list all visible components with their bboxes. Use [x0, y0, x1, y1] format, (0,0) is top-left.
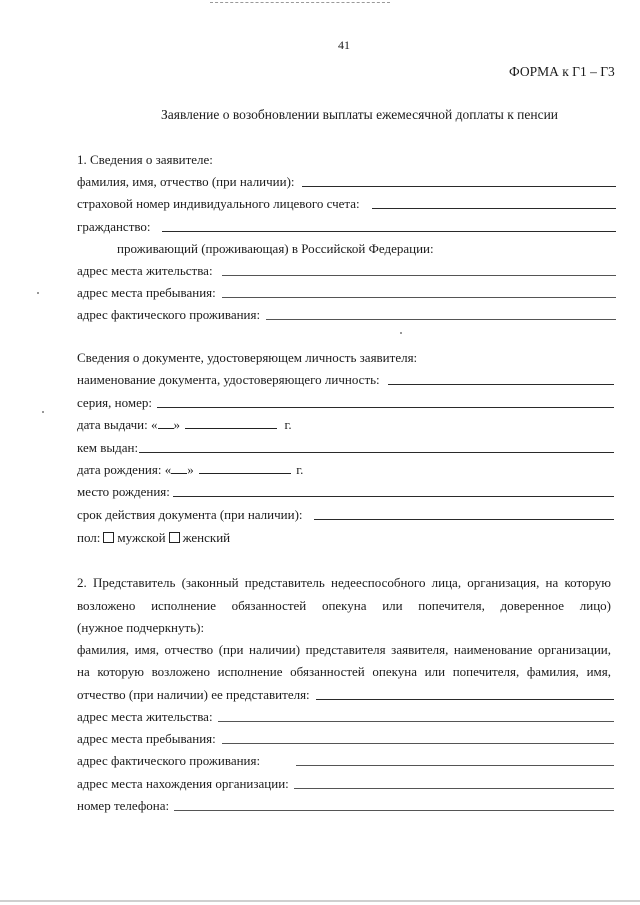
addr-actual-label: адрес фактического проживания:	[77, 307, 261, 322]
scan-top-smudge	[210, 2, 390, 3]
phone-field[interactable]	[174, 810, 614, 811]
section2-line5: на которую возложено исполнение обязанностей опекуна или попечителя, фамилия, имя,	[77, 664, 611, 679]
fio-field[interactable]	[302, 186, 616, 187]
birth-date-suffix: г.	[296, 462, 304, 477]
birth-date-mid: »	[187, 462, 194, 477]
snils-label: страховой номер индивидуального лицевого счета:	[77, 196, 360, 211]
org-location-field[interactable]	[294, 788, 614, 789]
representative-name-field[interactable]	[316, 699, 614, 700]
birth-place-field[interactable]	[173, 496, 614, 497]
male-label: мужской	[117, 530, 166, 545]
phone-label: номер телефона:	[77, 798, 170, 813]
birth-date-row	[77, 462, 303, 478]
form-code: ФОРМА к Г1 – Г3	[509, 64, 615, 79]
rep-addr-actual-field[interactable]	[296, 765, 614, 766]
rep-addr-residence-label: адрес места жительства:	[77, 709, 213, 724]
birth-day-field[interactable]	[171, 462, 187, 474]
document-heading: Сведения о документе, удостоверяющем личность заявителя:	[77, 350, 418, 365]
male-checkbox[interactable]	[103, 532, 114, 543]
scan-speck	[37, 292, 39, 294]
issue-month-year-field[interactable]	[185, 417, 277, 429]
issue-date-row	[77, 417, 292, 433]
section2-line3: (нужное подчеркнуть):	[77, 620, 205, 635]
document-title: Заявление о возобновлении выплаты ежемесячной доплаты к пенсии	[161, 107, 559, 122]
section2-line4: фамилия, имя, отчество (при наличии) представителя заявителя, наименование организации,	[77, 642, 611, 657]
issue-date-mid: »	[173, 417, 181, 432]
sex-row	[77, 530, 230, 546]
female-label: женский	[182, 530, 231, 545]
sex-label: пол:	[77, 530, 101, 545]
residing-label: проживающий (проживающая) в Российской Федерации:	[117, 241, 434, 256]
scan-bottom-edge	[0, 900, 640, 902]
rep-addr-stay-field[interactable]	[222, 743, 614, 744]
issued-by-label: кем выдан:	[77, 440, 139, 455]
snils-field[interactable]	[372, 208, 616, 209]
citizenship-label: гражданство:	[77, 219, 151, 234]
scan-speck	[400, 332, 402, 334]
addr-residence-label: адрес места жительства:	[77, 263, 213, 278]
addr-stay-field[interactable]	[222, 297, 616, 298]
rep-addr-actual-label: адрес фактического проживания:	[77, 753, 261, 768]
section1-heading: 1. Сведения о заявителе:	[77, 152, 213, 167]
doc-name-field[interactable]	[388, 384, 614, 385]
issue-date-suffix: г.	[284, 417, 292, 432]
org-location-label: адрес места нахождения организации:	[77, 776, 289, 791]
birth-place-label: место рождения:	[77, 484, 170, 499]
fio-label: фамилия, имя, отчество (при наличии):	[77, 174, 295, 189]
addr-actual-field[interactable]	[266, 319, 616, 320]
doc-name-label: наименование документа, удостоверяющего личность:	[77, 372, 380, 387]
rep-addr-stay-label: адрес места пребывания:	[77, 731, 216, 746]
series-number-field[interactable]	[157, 407, 614, 408]
addr-stay-label: адрес места пребывания:	[77, 285, 216, 300]
rep-addr-residence-field[interactable]	[218, 721, 614, 722]
section2-line1: 2. Представитель (законный представитель недееспособного лица, организация, на которую	[77, 575, 611, 590]
issue-date-prefix: дата выдачи: «	[77, 417, 158, 432]
section2-line2: возложено исполнение обязанностей опекуна или попечителя, доверенное лицо)	[77, 598, 611, 613]
validity-label: срок действия документа (при наличии):	[77, 507, 303, 522]
section2-line6: отчество (при наличии) ее представителя:	[77, 687, 310, 702]
female-checkbox[interactable]	[169, 532, 180, 543]
scan-speck	[42, 411, 44, 413]
page-number: 41	[338, 38, 350, 52]
issued-by-field[interactable]	[139, 452, 614, 453]
issue-day-field[interactable]	[158, 417, 174, 429]
addr-residence-field[interactable]	[222, 275, 616, 276]
validity-field[interactable]	[314, 519, 614, 520]
birth-date-prefix: дата рождения: «	[77, 462, 172, 477]
series-number-label: серия, номер:	[77, 395, 152, 410]
birth-month-year-field[interactable]	[199, 462, 291, 474]
citizenship-field[interactable]	[162, 231, 616, 232]
